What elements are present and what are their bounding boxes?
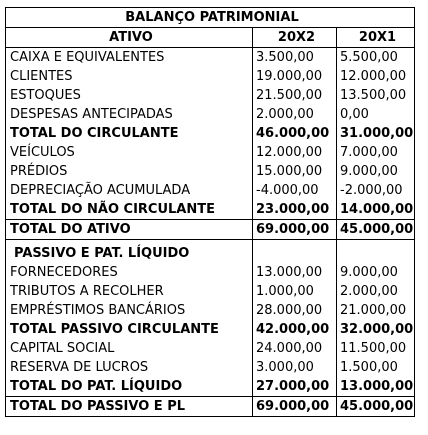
total-row <box>6 124 415 143</box>
row-label: DESPESAS ANTECIPADAS <box>6 105 253 124</box>
value-20x2: 21.500,00 <box>253 86 337 105</box>
value-20x2: 2.000,00 <box>253 105 337 124</box>
value-20x1: 32.000,00 <box>337 320 415 339</box>
value-20x1: 11.500,00 <box>337 339 415 358</box>
row-label: VEÍCULOS <box>6 143 253 162</box>
row-label: RESERVA DE LUCROS <box>6 358 253 377</box>
value-20x2: 12.000,00 <box>253 143 337 162</box>
value-20x1: 13.000,00 <box>337 377 415 397</box>
value-20x2: 13.000,00 <box>253 263 337 282</box>
value-20x1: 12.000,00 <box>337 67 415 86</box>
value-20x2: -4.000,00 <box>253 181 337 200</box>
value-20x1: -2.000,00 <box>337 181 415 200</box>
grand-total-row <box>6 397 415 417</box>
table-row <box>6 358 415 377</box>
value-20x2: 46.000,00 <box>253 124 337 143</box>
grand-total-row <box>6 220 415 240</box>
row-label: TOTAL DO PASSIVO E PL <box>6 397 253 417</box>
value-20x2: 3.000,00 <box>253 358 337 377</box>
value-20x1: 0,00 <box>337 105 415 124</box>
value-20x1: 13.500,00 <box>337 86 415 105</box>
row-label: CAPITAL SOCIAL <box>6 339 253 358</box>
value-20x1: 14.000,00 <box>337 200 415 220</box>
value-20x1: 21.000,00 <box>337 301 415 320</box>
table-row <box>6 48 415 68</box>
table-row <box>6 143 415 162</box>
row-label: ESTOQUES <box>6 86 253 105</box>
header-row <box>6 28 415 48</box>
row-label: TOTAL DO PAT. LÍQUIDO <box>6 377 253 397</box>
value-20x1: 31.000,00 <box>337 124 415 143</box>
row-label: PRÉDIOS <box>6 162 253 181</box>
row-label: TOTAL PASSIVO CIRCULANTE <box>6 320 253 339</box>
value-20x1: 9.000,00 <box>337 162 415 181</box>
value-20x2: 23.000,00 <box>253 200 337 220</box>
column-header-20x1: 20X1 <box>337 28 415 48</box>
section-header-row <box>6 244 415 263</box>
value-20x2: 27.000,00 <box>253 377 337 397</box>
row-label: CAIXA E EQUIVALENTES <box>6 48 253 68</box>
table-row <box>6 86 415 105</box>
table-row <box>6 282 415 301</box>
value-20x2: 15.000,00 <box>253 162 337 181</box>
column-header-20x2: 20X2 <box>253 28 337 48</box>
value-20x2: 69.000,00 <box>253 397 337 417</box>
value-20x1: 9.000,00 <box>337 263 415 282</box>
value-20x1: 2.000,00 <box>337 282 415 301</box>
empty-cell <box>253 244 337 263</box>
table-row <box>6 162 415 181</box>
title-row <box>6 8 415 28</box>
row-label: FORNECEDORES <box>6 263 253 282</box>
row-label: TOTAL DO NÃO CIRCULANTE <box>6 200 253 220</box>
balance-sheet-table <box>5 7 415 417</box>
value-20x2: 3.500,00 <box>253 48 337 68</box>
value-20x2: 28.000,00 <box>253 301 337 320</box>
value-20x2: 24.000,00 <box>253 339 337 358</box>
row-label: TOTAL DO ATIVO <box>6 220 253 240</box>
value-20x1: 1.500,00 <box>337 358 415 377</box>
row-label: TOTAL DO CIRCULANTE <box>6 124 253 143</box>
table-row <box>6 67 415 86</box>
table-row <box>6 339 415 358</box>
value-20x1: 45.000,00 <box>337 220 415 240</box>
table-row <box>6 105 415 124</box>
value-20x1: 5.500,00 <box>337 48 415 68</box>
section-header-passivo: PASSIVO E PAT. LÍQUIDO <box>6 244 253 263</box>
value-20x2: 69.000,00 <box>253 220 337 240</box>
value-20x2: 42.000,00 <box>253 320 337 339</box>
value-20x2: 1.000,00 <box>253 282 337 301</box>
row-label: EMPRÉSTIMOS BANCÁRIOS <box>6 301 253 320</box>
table-row <box>6 181 415 200</box>
value-20x2: 19.000,00 <box>253 67 337 86</box>
table-row <box>6 301 415 320</box>
table-title: BALANÇO PATRIMONIAL <box>6 8 415 28</box>
row-label: DEPRECIAÇÃO ACUMULADA <box>6 181 253 200</box>
total-row <box>6 320 415 339</box>
row-label: TRIBUTOS A RECOLHER <box>6 282 253 301</box>
total-row <box>6 200 415 220</box>
total-row <box>6 377 415 397</box>
value-20x1: 45.000,00 <box>337 397 415 417</box>
empty-cell <box>337 244 415 263</box>
row-label: CLIENTES <box>6 67 253 86</box>
column-header-ativo: ATIVO <box>6 28 253 48</box>
table-row <box>6 263 415 282</box>
value-20x1: 7.000,00 <box>337 143 415 162</box>
